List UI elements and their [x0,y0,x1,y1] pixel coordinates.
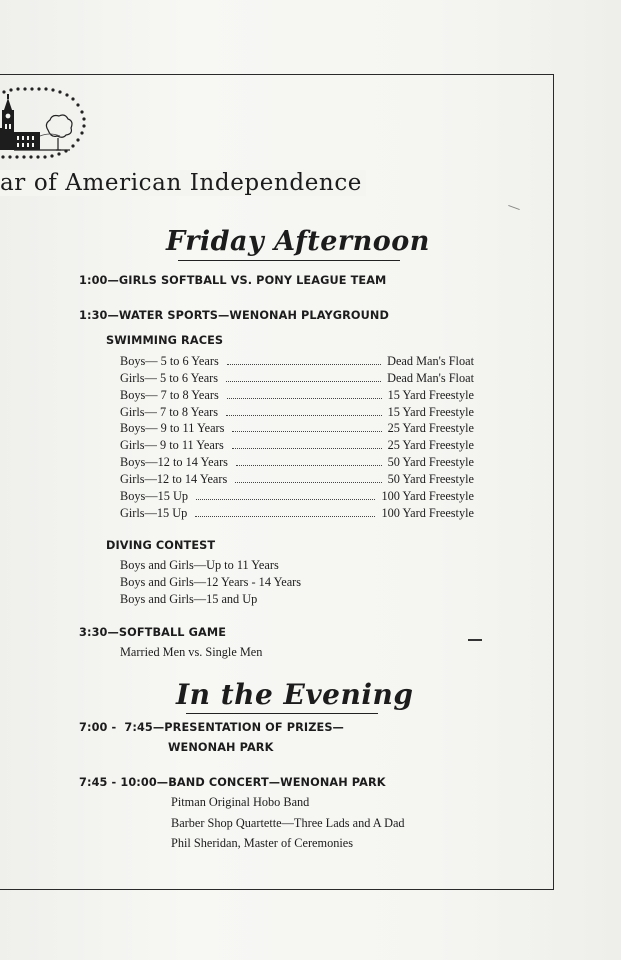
list-item: Girls—15 Up 100 Yard Freestyle [120,506,474,520]
list-item: Boys—15 Up 100 Yard Freestyle [120,489,474,503]
softball-line: Married Men vs. Single Men [120,645,263,659]
banner-title: ar of American Independence [0,170,366,196]
diving-line: Boys and Girls—15 and Up [120,592,258,606]
event-presentation-of-prizes: 7:00 - 7:45—PRESENTATION OF PRIZES— [79,721,344,734]
afternoon-heading: Friday Afternoon [166,226,430,257]
evening-heading: In the Evening [176,678,414,711]
concert-line: Pitman Original Hobo Band [171,795,310,809]
event-presentation-location: WENONAH PARK [168,741,274,754]
independence-hall-emblem-icon [0,84,92,166]
list-item: Girls— 7 to 8 Years 15 Yard Freestyle [120,405,474,419]
event-girls-softball: 1:00—GIRLS SOFTBALL VS. PONY LEAGUE TEAM [79,274,387,287]
list-item: Boys— 7 to 8 Years 15 Yard Freestyle [120,388,474,402]
list-item: Boys— 5 to 6 Years Dead Man's Float [120,354,474,368]
list-item: Girls—12 to 14 Years 50 Yard Freestyle [120,472,474,486]
list-item: Boys—12 to 14 Years 50 Yard Freestyle [120,455,474,469]
diving-line: Boys and Girls—12 Years - 14 Years [120,575,302,589]
swimming-races-heading: SWIMMING RACES [106,334,224,347]
paper-speck [468,639,482,641]
diving-contest-heading: DIVING CONTEST [106,539,216,552]
diving-line: Boys and Girls—Up to 11 Years [120,558,279,572]
concert-line: Barber Shop Quartette—Three Lads and A Dad [171,816,405,830]
list-item: Girls— 9 to 11 Years 25 Yard Freestyle [120,438,474,452]
list-item: Boys— 9 to 11 Years 25 Yard Freestyle [120,421,474,435]
afternoon-heading-underline [178,260,400,261]
list-item: Girls— 5 to 6 Years Dead Man's Float [120,371,474,385]
event-softball-game: 3:30—SOFTBALL GAME [79,626,227,639]
event-band-concert: 7:45 - 10:00—BAND CONCERT—WENONAH PARK [79,776,386,789]
concert-line: Phil Sheridan, Master of Ceremonies [171,836,354,850]
evening-heading-underline [186,713,378,714]
event-water-sports: 1:30—WATER SPORTS—WENONAH PLAYGROUND [79,309,389,322]
